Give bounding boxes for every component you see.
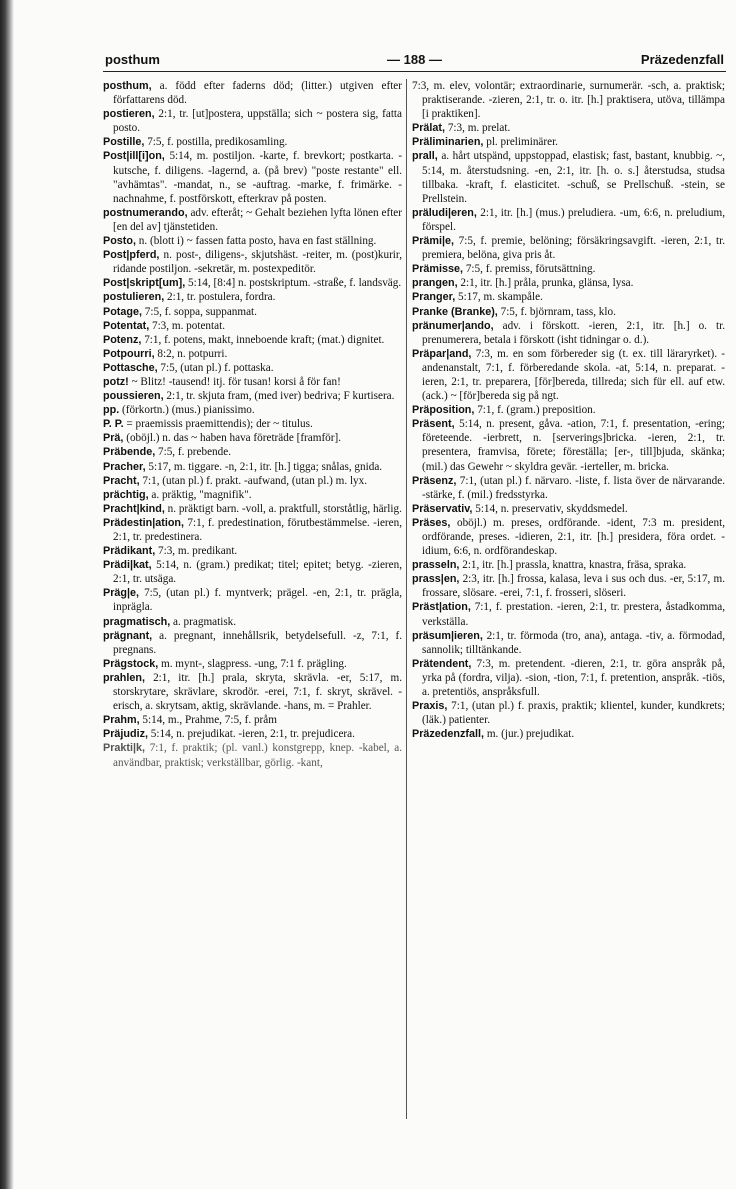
dictionary-entry bbox=[103, 502, 402, 516]
entry-headword: Praxis, bbox=[412, 700, 448, 713]
dictionary-entry bbox=[103, 149, 402, 205]
entry-headword: postulieren, bbox=[103, 291, 165, 304]
entry-definition: 7:1, f. (gram.) preposition. bbox=[474, 404, 596, 417]
entry-definition: 2:1, tr. förmoda (tro, ana), antaga. -tiv, a. förmodad, sannolik; tilltänkande. bbox=[422, 629, 725, 656]
dictionary-entry bbox=[103, 586, 402, 614]
entry-definition: pl. preliminärer. bbox=[483, 136, 558, 149]
entry-definition: 2:1, itr. [h.] prassla, knattra, knastra, fräsa, spraka. bbox=[459, 559, 687, 572]
dictionary-entry bbox=[412, 417, 725, 473]
dictionary-entry bbox=[103, 558, 402, 586]
dictionary-entry bbox=[103, 375, 402, 389]
entry-definition: 7:1, (utan pl.) f. närvaro. -liste, f. lista över de närvarande. -stärke, f. (mil.) fredsstyrka. bbox=[422, 474, 725, 501]
entry-headword: Präses, bbox=[412, 516, 451, 529]
dictionary-entry bbox=[103, 615, 402, 629]
entry-definition: 5:14, n. preservativ, skyddsmedel. bbox=[472, 502, 628, 515]
entry-headword: Prämi|e, bbox=[412, 235, 455, 248]
dictionary-entry bbox=[103, 248, 402, 276]
entry-headword: Prädi|kat, bbox=[103, 559, 152, 572]
page-header bbox=[105, 52, 724, 76]
entry-definition: 7:3, m. potentat. bbox=[149, 319, 226, 332]
entry-headword: Pottasche, bbox=[103, 361, 158, 374]
dictionary-entry bbox=[103, 333, 402, 347]
dictionary-entry bbox=[412, 121, 725, 135]
entry-definition: 5:17, m. skampåle. bbox=[455, 291, 543, 304]
dictionary-entry bbox=[103, 107, 402, 135]
dictionary-entry bbox=[412, 657, 725, 699]
entry-headword: Präst|ation, bbox=[412, 601, 471, 614]
entry-definition: 7:5, f. premiss, förutsättning. bbox=[463, 263, 596, 276]
right-column bbox=[412, 79, 725, 741]
dictionary-entry bbox=[412, 149, 725, 205]
dictionary-entry bbox=[103, 276, 402, 290]
entry-headword: postnumerando, bbox=[103, 206, 188, 219]
entry-headword: Prämisse, bbox=[412, 263, 464, 276]
left-column bbox=[103, 79, 402, 770]
dictionary-entry bbox=[103, 305, 402, 319]
entry-definition: 7:1, f. predestination, förutbestämmelse. -ieren, 2:1, tr. predestinera. bbox=[113, 516, 402, 543]
dictionary-entry bbox=[103, 544, 402, 558]
entry-headword: posthum, bbox=[103, 80, 152, 92]
header-left-headword: posthum bbox=[105, 52, 160, 67]
entry-definition: 7:3, m. elev, volontär; extraordinarie, surnumerär. -sch, a. praktisk; praktiserande. -zieren, 2:1, tr. o. itr. [h.] praktisera, utöva, tillämpa [i praktiken]. bbox=[412, 80, 725, 121]
entry-headword: prasseln, bbox=[412, 559, 460, 572]
entry-headword: prall, bbox=[412, 150, 438, 163]
entry-definition: = praemissis praemittendis); der ~ titulus. bbox=[123, 418, 313, 431]
entry-headword: Prakti|k, bbox=[103, 742, 146, 755]
entry-definition: 2:1, itr. [h.] (mus.) preludiera. -um, 6:6, n. preludium, förspel. bbox=[422, 206, 725, 233]
entry-definition: 7:1, (utan pl.) f. prakt. -aufwand, (utan pl.) m. lyx. bbox=[139, 474, 368, 487]
entry-definition: m. mynt-, slagpress. -ung, 7:1 f. prägling. bbox=[158, 657, 347, 670]
dictionary-entry bbox=[412, 502, 725, 516]
dictionary-entry bbox=[103, 389, 402, 403]
entry-definition: 7:5, f. prebende. bbox=[155, 446, 232, 459]
entry-headword: Prädestin|ation, bbox=[103, 516, 185, 529]
entry-definition: 7:1, f. praktik; (pl. vanl.) konstgrepp, knep. -kabel, a. användbar, praktisk; verkställbar, görlig. -kant, bbox=[113, 742, 402, 769]
entry-headword: Pranger, bbox=[412, 291, 456, 304]
page-number: — 188 — bbox=[387, 52, 442, 67]
entry-headword: poussieren, bbox=[103, 390, 164, 403]
entry-definition: adv. i förskott. -ieren, 2:1, itr. [h.] o. tr. prenumerera, betala i förskott (isht tidningar o. d.). bbox=[422, 319, 725, 346]
entry-headword: Präg|e, bbox=[103, 587, 140, 600]
entry-headword: Präsenz, bbox=[412, 474, 457, 487]
entry-definition: 7:3, m. predikant. bbox=[155, 545, 238, 558]
entry-headword: Prädikant, bbox=[103, 545, 156, 558]
entry-definition: 7:1, f. potens, makt, inneboende kraft; (mat.) dignitet. bbox=[141, 333, 385, 346]
entry-headword: präsum|ieren, bbox=[412, 629, 483, 642]
entry-headword: Pracher, bbox=[103, 460, 146, 473]
dictionary-entry bbox=[412, 629, 725, 657]
dictionary-entry bbox=[412, 79, 725, 121]
dictionary-entry bbox=[412, 572, 725, 600]
entry-headword: Präpar|and, bbox=[412, 347, 472, 360]
entry-definition: m. (jur.) prejudikat. bbox=[484, 728, 575, 741]
entry-definition: n. präktigt barn. -voll, a. praktfull, storståtlig, härlig. bbox=[164, 502, 402, 515]
dictionary-entry bbox=[412, 276, 725, 290]
entry-headword: Prägstock, bbox=[103, 657, 159, 670]
entry-headword: Potage, bbox=[103, 305, 142, 318]
entry-definition: oböjl.) m. preses, ordförande. -ident, 7:3 m. president, ordförande, preses. -idieren, 2:1, itr. [h.] presidera, föra ordet. -idium, 6:6, n. ordförandeskap. bbox=[422, 516, 725, 558]
entry-headword: Prahm, bbox=[103, 714, 140, 727]
entry-definition: 7:3, m. en som förbereder sig (t. ex. till läraryrket). -andenanstalt, 7:1, f. förberedande skola. -at, 5:14, n. preparat. -ieren, 2:1, tr. preparera, [för]bereda, tillreda; sich für ell. auf etw. (ack.) ~ [för]bereda sig på ngt. bbox=[422, 347, 725, 403]
entry-headword: Präservativ, bbox=[412, 502, 473, 515]
dictionary-entry bbox=[103, 741, 402, 769]
entry-headword: Prä, bbox=[103, 432, 124, 445]
entry-definition: 2:3, itr. [h.] frossa, kalasa, leva i sus och dus. -er, 5:17, m. frossare, slösare. -erei, 7:1, f. frosseri, slöseri. bbox=[422, 573, 725, 600]
entry-definition: 7:5, (utan pl.) f. pottaska. bbox=[157, 361, 274, 374]
dictionary-entry bbox=[103, 488, 402, 502]
entry-definition: a. präktig, "magnifik". bbox=[148, 488, 252, 501]
header-right-headword: Präzedenzfall bbox=[640, 52, 724, 67]
dictionary-entry bbox=[103, 657, 402, 671]
entry-definition: 7:3, m. prelat. bbox=[445, 122, 511, 135]
dictionary-entry bbox=[103, 713, 402, 727]
dictionary-entry bbox=[103, 474, 402, 488]
entry-definition: 5:14, n. present, gåva. -ation, 7:1, f. presentation, -ering; företeende. -ierbrett, n. [serverings]bricka. -ieren, 2:1, tr. presentera, framvisa, förete; föreställa; [er-, till]bjuda, skänka; (mil.) das Gewehr ~ skyldra gevär. -ierteller, m. bricka. bbox=[422, 418, 725, 473]
entry-definition: 7:3, m. pretendent. -dieren, 2:1, tr. göra anspråk på, yrka på (fordra, vilja). -sion, -tion, 7:1, f. pretention, anspråk. -tiös, a. pretentiös, anspråksfull. bbox=[422, 657, 725, 699]
entry-definition: 2:1, tr. skjuta fram, (med iver) bedriva; F kurtisera. bbox=[163, 390, 395, 403]
entry-headword: pp. bbox=[103, 404, 120, 417]
entry-definition: 5:14, m. postiljon. -karte, f. brevkort; postkarta. -kutsche, f. diligens. -lagernd, a. (på brev) "poste restante" ell. "avhämtas". -mandat, n., se -auftrag. -marke, f. frimärke. -nachnahme, f. postförskott, efterkrav på posten. bbox=[113, 150, 402, 205]
entry-definition: 2:1, itr. [h.] pråla, prunka, glänsa, lysa. bbox=[457, 277, 634, 290]
entry-definition: 2:1, tr. postulera, fordra. bbox=[164, 291, 276, 304]
entry-headword: präludi|eren, bbox=[412, 206, 477, 219]
entry-definition: 7:1, f. prestation. -ieren, 2:1, tr. prestera, åstadkomma, verkställa. bbox=[422, 601, 725, 628]
entry-headword: Präbende, bbox=[103, 446, 156, 459]
dictionary-entry bbox=[103, 79, 402, 107]
entry-definition: 7:5, f. björnram, tass, klo. bbox=[497, 305, 616, 318]
entry-headword: Post|pferd, bbox=[103, 249, 160, 262]
entry-definition: (oböjl.) n. das ~ haben hava företräde [framför]. bbox=[123, 432, 342, 445]
entry-definition: (förkortn.) (mus.) pianissimo. bbox=[119, 404, 255, 417]
entry-headword: Post|ill[i]on, bbox=[103, 150, 165, 163]
dictionary-entry bbox=[103, 629, 402, 657]
dictionary-entry bbox=[412, 347, 725, 403]
entry-definition: 7:5, f. premie, belöning; försäkringsavgift. -ieren, 2:1, tr. premiera, belöna, giva pris åt. bbox=[422, 235, 725, 262]
entry-definition: ~ Blitz! -tausend! itj. för tusan! korsi å för fan! bbox=[128, 375, 341, 388]
dictionary-entry bbox=[412, 600, 725, 628]
dictionary-entry bbox=[103, 234, 402, 248]
dictionary-entry bbox=[103, 347, 402, 361]
dictionary-entry bbox=[412, 474, 725, 502]
dictionary-entry bbox=[412, 305, 725, 319]
entry-headword: Post|skript[um], bbox=[103, 277, 186, 290]
dictionary-entry bbox=[412, 558, 725, 572]
entry-definition: a. född efter faderns död; (litter.) utgiven efter författarens död. bbox=[113, 80, 402, 107]
entry-headword: pragmatisch, bbox=[103, 615, 171, 628]
dictionary-entry bbox=[103, 290, 402, 304]
dictionary-entry bbox=[103, 431, 402, 445]
entry-definition: a. hårt utspänd, uppstoppad, elastisk; fast, bastant, knubbig. ~, 5:14, m. återstudsning. -en, 2:1, itr. [h. o. s.] återstudsa, studsa tillbaka. -kraft, f. elasticitet. -schuß, se Prellschuß. -stein, se Prellstein. bbox=[422, 150, 725, 205]
dictionary-entry bbox=[412, 135, 725, 149]
dictionary-entry bbox=[412, 699, 725, 727]
dictionary-entry bbox=[412, 727, 725, 741]
entry-headword: Potentat, bbox=[103, 319, 150, 332]
entry-headword: Pranke (Branke), bbox=[412, 305, 498, 318]
entry-headword: prass|en, bbox=[412, 573, 460, 586]
entry-headword: Pracht|kind, bbox=[103, 502, 165, 515]
entry-definition: n. post-, diligens-, skjutshäst. -reiter, m. (post)kurir, ridande postiljon. -sekretär, m. postexpeditör. bbox=[113, 249, 402, 276]
dictionary-entry bbox=[103, 135, 402, 149]
dictionary-entry bbox=[412, 403, 725, 417]
entry-headword: Präposition, bbox=[412, 404, 475, 417]
dictionary-entry bbox=[412, 234, 725, 262]
entry-headword: prägnant, bbox=[103, 629, 153, 642]
dictionary-entry bbox=[412, 206, 725, 234]
column-divider bbox=[406, 79, 407, 1119]
dictionary-entry bbox=[103, 417, 402, 431]
entry-headword: prahlen, bbox=[103, 671, 145, 684]
dictionary-entry bbox=[103, 671, 402, 713]
entry-headword: Präsent, bbox=[412, 418, 455, 431]
entry-headword: Potenz, bbox=[103, 333, 142, 346]
entry-headword: prangen, bbox=[412, 277, 458, 290]
entry-headword: Posto, bbox=[103, 235, 136, 248]
entry-headword: potz! bbox=[103, 375, 129, 388]
entry-definition: adv. efteråt; ~ Gehalt beziehen lyfta lönen efter [en del av] tjänstetiden. bbox=[113, 206, 402, 233]
entry-definition: 5:14, n. (gram.) predikat; titel; epitet; betyg. -zieren, 2:1, tr. utsäga. bbox=[113, 559, 402, 586]
entry-headword: Potpourri, bbox=[103, 347, 155, 360]
dictionary-entry bbox=[103, 361, 402, 375]
entry-headword: Pracht, bbox=[103, 474, 140, 487]
entry-definition: 2:1, tr. [ut]postera, uppställa; sich ~ postera sig, fatta posto. bbox=[113, 108, 402, 135]
entry-headword: Prälat, bbox=[412, 122, 446, 135]
entry-definition: 2:1, itr. [h.] prala, skryta, skrävla. -er, 5:17, m. storskrytare, skrävlare, skrodör. -erei, 7:1, f. skryt, skrävel. -erisch, a. skrytsam, aktig, skrävlande. -hans, m. = Prahler. bbox=[113, 671, 402, 713]
entry-definition: 5:14, m., Prahme, 7:5, f. pråm bbox=[139, 714, 277, 727]
entry-definition: 7:1, (utan pl.) f. praxis, praktik; klientel, kunder, kundkrets; (läk.) patienter. bbox=[422, 700, 725, 727]
dictionary-entry bbox=[103, 445, 402, 459]
dictionary-entry bbox=[103, 460, 402, 474]
entry-definition: 5:17, m. tiggare. -n, 2:1, itr. [h.] tigga; snålas, gnida. bbox=[145, 460, 383, 473]
entry-headword: Postille, bbox=[103, 136, 145, 149]
entry-headword: P. P. bbox=[103, 418, 124, 431]
entry-headword: Präzedenzfall, bbox=[412, 728, 485, 741]
dictionary-entry bbox=[412, 319, 725, 347]
entry-definition: 5:14, [8:4] n. postskriptum. -straße, f. landsväg. bbox=[185, 277, 402, 290]
entry-definition: 7:5, f. postilla, predikosamling. bbox=[144, 136, 288, 149]
entry-definition: 7:5, (utan pl.) f. myntverk; prägel. -en, 2:1, tr. prägla, inprägla. bbox=[113, 587, 402, 614]
entry-definition: n. (blott i) ~ fassen fatta posto, hava en fast ställning. bbox=[136, 235, 377, 248]
dictionary-entry bbox=[412, 290, 725, 304]
entry-definition: 5:14, n. prejudikat. -ieren, 2:1, tr. prejudicera. bbox=[148, 728, 355, 741]
entry-definition: 7:5, f. soppa, suppanmat. bbox=[142, 305, 257, 318]
dictionary-entry bbox=[412, 516, 725, 558]
dictionary-entry bbox=[103, 206, 402, 234]
entry-headword: Prätendent, bbox=[412, 657, 472, 670]
entry-headword: Präjudiz, bbox=[103, 728, 148, 741]
entry-headword: Präliminarien, bbox=[412, 136, 484, 149]
entry-headword: pränumer|ando, bbox=[412, 319, 494, 332]
page-shadow-edge bbox=[0, 0, 14, 1189]
entry-definition: 8:2, n. potpurri. bbox=[154, 347, 228, 360]
entry-definition: a. pregnant, innehållsrik, betydelsefull. -z, 7:1, f. pregnans. bbox=[113, 629, 402, 656]
header-rule bbox=[103, 71, 726, 72]
dictionary-entry bbox=[103, 727, 402, 741]
dictionary-entry bbox=[412, 262, 725, 276]
entry-headword: postieren, bbox=[103, 108, 155, 121]
dictionary-entry bbox=[103, 516, 402, 544]
entry-headword: prächtig, bbox=[103, 488, 149, 501]
entry-definition: a. pragmatisk. bbox=[170, 615, 237, 628]
dictionary-entry bbox=[103, 319, 402, 333]
dictionary-entry bbox=[103, 403, 402, 417]
